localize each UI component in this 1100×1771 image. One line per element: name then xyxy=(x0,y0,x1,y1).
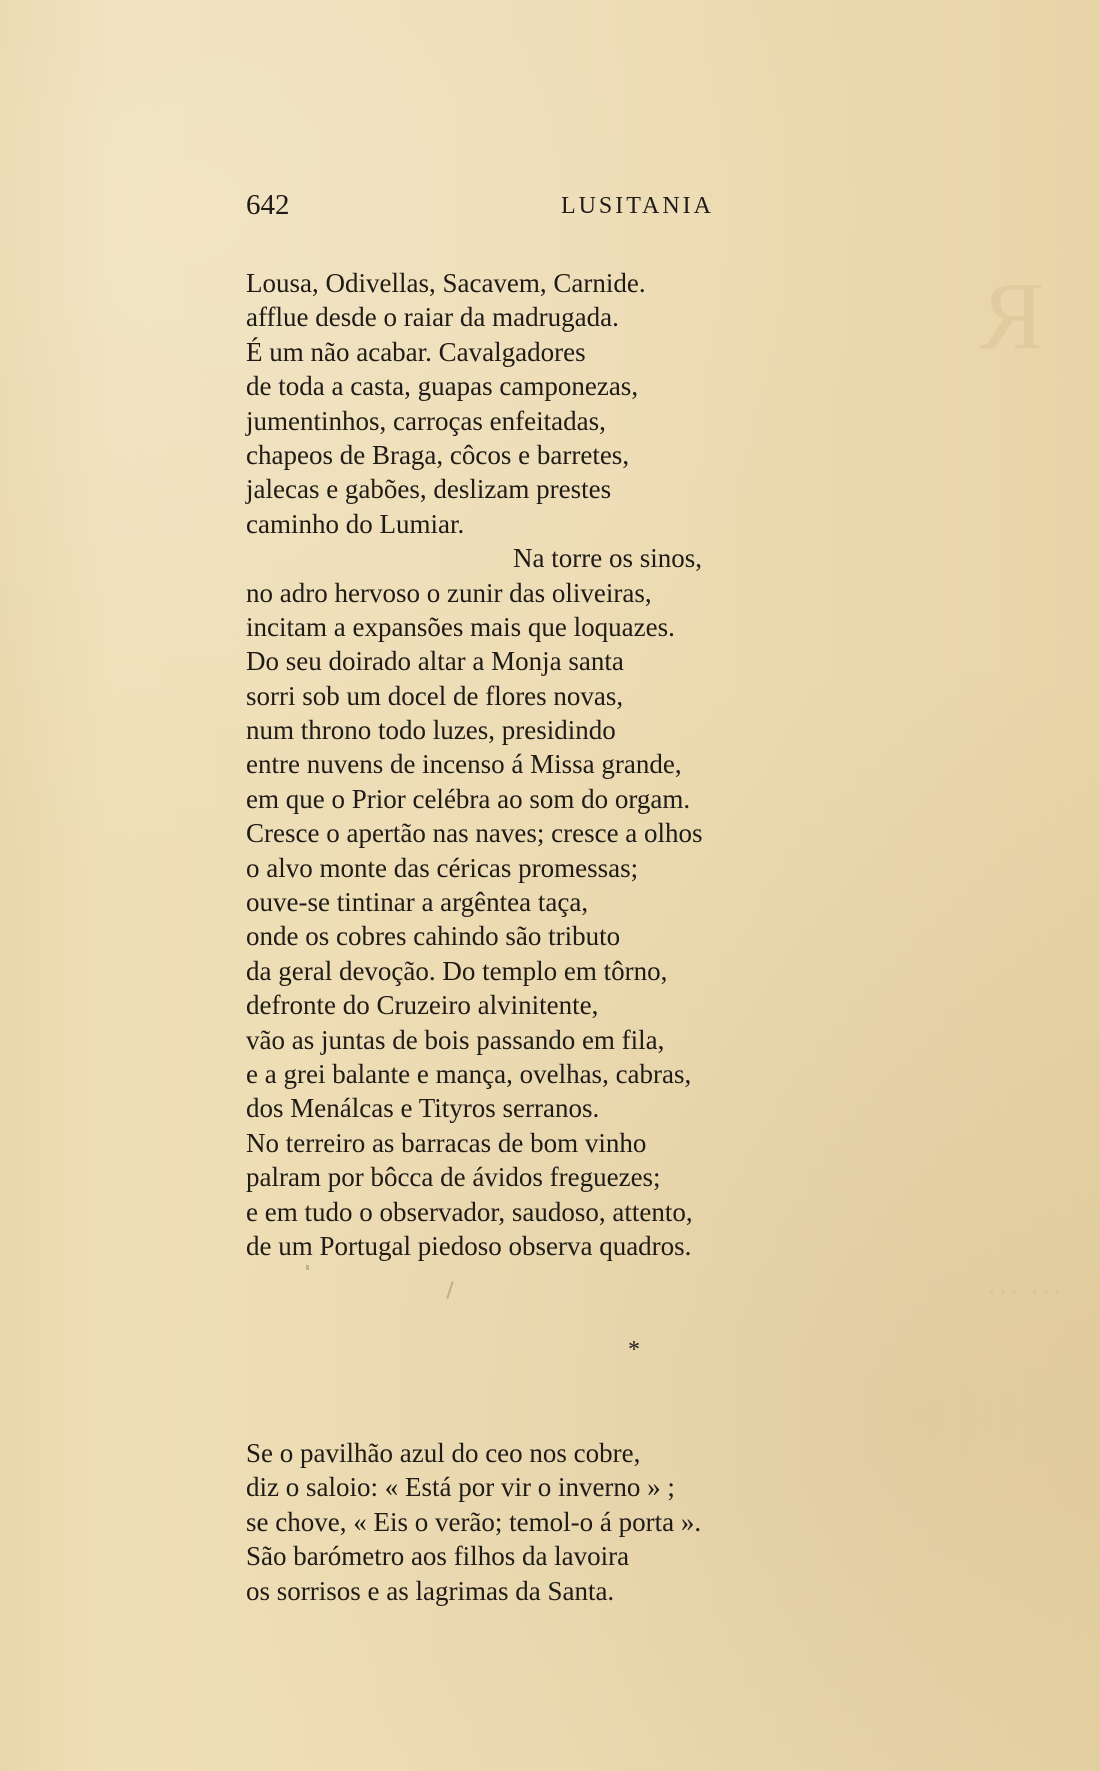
poem-line: os sorrisos e as lagrimas da Santa. xyxy=(246,1575,615,1606)
reverse-page-show-through-small: ··· ··· xyxy=(985,1278,1062,1309)
poem-stanza-2 xyxy=(246,1436,846,1608)
poem-line: jalecas e gabões, deslizam prestes xyxy=(246,474,612,505)
poem-line: num throno todo luzes, presidindo xyxy=(246,715,616,746)
poem-line: São barómetro aos filhos da lavoira xyxy=(246,1541,630,1572)
poem-line: de um Portugal piedoso observa quadros. xyxy=(246,1230,692,1261)
poem-line: entre nuvens de incenso á Missa grande, xyxy=(246,749,682,780)
poem-line: chapeos de Braga, côcos e barretes, xyxy=(246,439,630,470)
poem-line: Se o pavilhão azul do ceo nos cobre, xyxy=(246,1438,641,1468)
poem-line: da geral devoção. Do templo em tôrno, xyxy=(246,955,668,986)
section-separator-asterisk: * xyxy=(628,1337,640,1363)
poem-line: de toda a casta, guapas camponezas, xyxy=(246,371,639,402)
poem-line: jumentinhos, carroças enfeitadas, xyxy=(246,405,606,436)
poem-line: Cresce o apertão nas naves; cresce a olhos xyxy=(246,818,703,849)
poem-line: afflue desde o raiar da madrugada. xyxy=(246,302,619,333)
running-title: LUSITANIA xyxy=(560,193,714,219)
paper-mark xyxy=(446,1281,453,1299)
poem-line: No terreiro as barracas de bom vinho xyxy=(246,1127,647,1158)
poem-line: sorri sob um docel de flores novas, xyxy=(246,680,624,711)
poem-line: É um não acabar. Cavalgadores xyxy=(246,336,586,367)
poem-line: se chove, « Eis o verão; temol-o á porta ». xyxy=(246,1506,702,1537)
poem-line: Do seu doirado altar a Monja santa xyxy=(246,646,624,677)
poem-line: em que o Prior celébra ao som do orgam. xyxy=(246,783,691,814)
poem-line: dos Menálcas e Tityros serranos. xyxy=(246,1093,600,1124)
poem-line: e a grei balante e mança, ovelhas, cabras, xyxy=(246,1058,692,1089)
poem-line: Lousa, Odivellas, Sacavem, Carnide. xyxy=(246,268,646,298)
poem-stanza-1 xyxy=(246,266,846,1263)
poem-line: no adro hervoso o zunir das oliveiras, xyxy=(246,577,652,608)
page-header xyxy=(246,191,714,231)
poem-line: palram por bôcca de ávidos freguezes; xyxy=(246,1162,661,1193)
poem-line: o alvo monte das céricas promessas; xyxy=(246,852,639,883)
poem-line: caminho do Lumiar. xyxy=(246,508,465,539)
ink-dot xyxy=(306,1265,309,1270)
page-number: 642 xyxy=(246,189,290,221)
poem-line: ouve-se tintinar a argêntea taça, xyxy=(246,887,589,918)
poem-line-indented: Na torre os sinos, xyxy=(513,543,702,574)
poem-line: incitam a expansões mais que loquazes. xyxy=(246,611,675,642)
poem-line: e em tudo o observador, saudoso, attento, xyxy=(246,1196,693,1227)
poem-line: vão as juntas de bois passando em fila, xyxy=(246,1024,665,1055)
poem-line: diz o saloio: « Está por vir o inverno » ; xyxy=(246,1472,675,1503)
poem-line: onde os cobres cahindo são tributo xyxy=(246,921,621,952)
poem-line: defronte do Cruzeiro alvinitente, xyxy=(246,990,599,1021)
reverse-page-show-through: R xyxy=(977,262,1044,369)
